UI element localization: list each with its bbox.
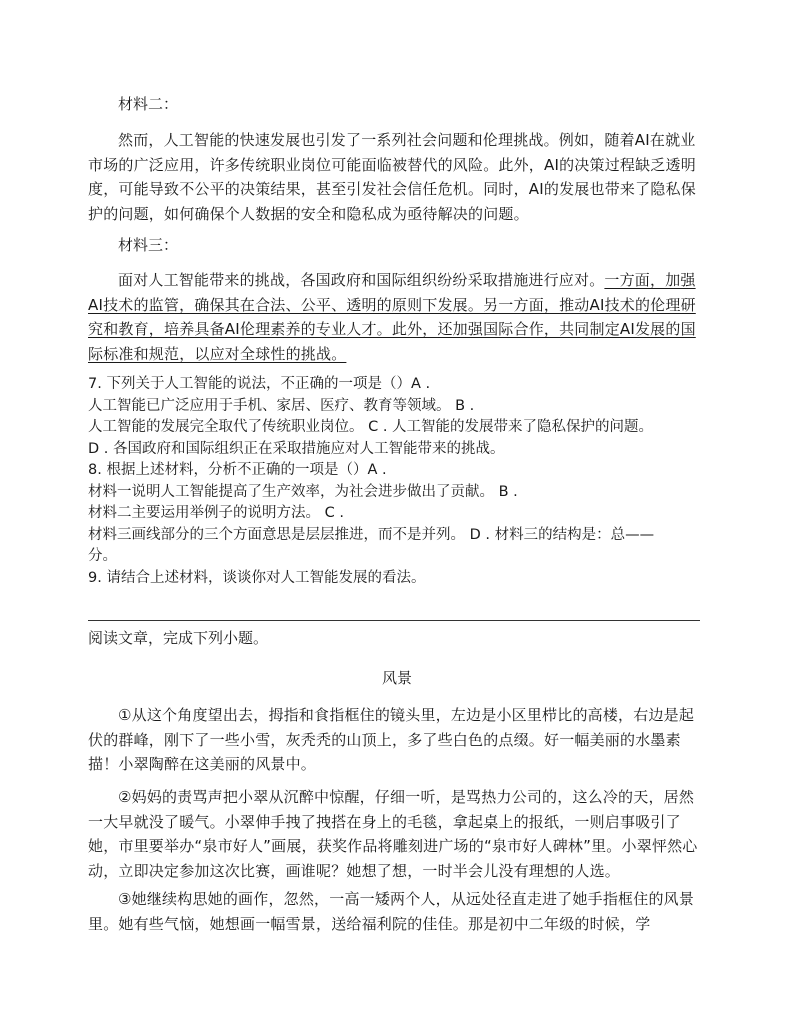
material-3-heading: 材料三： <box>118 236 179 254</box>
article-paragraph-text: ③她继续构思她的画作，忽然，一高一矮两个人，从远处径直走进了她手指框住的风景里。她有些气恼，她想画一幅雪景，送给福利院的佳佳。那是初中二年级的时候，学 <box>88 890 695 933</box>
question-line: 人工智能的发展完全取代了传统职业岗位。 C . 人工智能的发展带来了隐私保护的问题。 <box>88 419 654 435</box>
article-title: 风景 <box>381 669 412 687</box>
article-paragraph-text: ②妈妈的责骂声把小翠从沉醉中惊醒，仔细一听，是骂热力公司的，这么冷的天，居然一大早就没了暖气。小翠伸手拽了拽搭在身上的毛毯，拿起桌上的报纸，一则启事吸引了她，市里要举办“泉市好人”画展，获奖作品将雕刻进广场的“泉市好人碑林”里。小翠怦然心动，立即决定参加这次比赛，画谁呢？她想了想，一时半会儿没有理想的人选。 <box>88 788 698 880</box>
material-2-paragraph: 然而，人工智能的快速发展也引发了一系列社会问题和伦理挑战。例如，随着AI在就业市场的广泛应用，许多传统职业岗位可能面临被替代的风险。此外，AI的决策过程缺乏透明度，可能导致不公平的决策结果，甚至引发社会信任危机。同时，AI的发展也带来了隐私保护的问题，如何确保个人数据的安全和隐私成为亟待解决的问题。 <box>88 131 696 223</box>
question-line: 9. 请结合上述材料，谈谈你对人工智能发展的看法。 <box>88 569 426 586</box>
material-3-body <box>88 268 702 366</box>
article-paragraph-1 <box>88 703 702 777</box>
question-line: 8. 根据上述材料，分析不正确的一项是（）A . <box>88 462 387 478</box>
question-line: 人工智能已广泛应用于手机、家居、医疗、教育等领域。 B . <box>88 397 475 414</box>
question-line: 材料三画线部分的三个方面意思是层层推进，而不是并列。 D . 材料三的结构是：总—— <box>88 526 655 543</box>
material-2-heading: 材料二： <box>118 95 179 113</box>
questions-block <box>88 374 708 589</box>
question-line: 7. 下列关于人工智能的说法，不正确的一项是（）A . <box>88 376 431 392</box>
material-2-body <box>88 128 702 226</box>
section-divider <box>88 620 700 621</box>
material-3-plain-text: 面对人工智能带来的挑战，各国政府和国际组织纷纷采取措施进行应对。 <box>118 271 605 289</box>
question-line: D . 各国政府和国际组织正在采取措施应对人工智能带来的挑战。 <box>88 440 505 457</box>
article-paragraph-3 <box>88 887 702 936</box>
article-paragraph-text: ①从这个角度望出去，拇指和食指框住的镜头里，左边是小区里栉比的高楼，右边是起伏的群峰，刚下了一些小雪，灰秃秃的山顶上，多了些白色的点缀。好一幅美丽的水墨素描！小翠陶醉在这美丽的风景中。 <box>88 706 695 773</box>
material-3-underlined-text: 一方面，加强AI技术的监管，确保其在合法、公平、透明的原则下发展。另一方面，推动AI技术的伦理研究和教育，培养具备AI伦理素养的专业人才。此外，还加强国际合作，共同制定AI发展的国际标准和规范，以应对全球性的挑战。 <box>88 271 696 363</box>
article-paragraph-2 <box>88 785 702 883</box>
question-line: 材料一说明人工智能提高了生产效率，为社会进步做出了贡献。 B . <box>88 483 518 500</box>
question-line: 分。 <box>88 548 117 564</box>
question-line: 材料二主要运用举例子的说明方法。 C . <box>88 505 344 521</box>
reading-intro: 阅读文章，完成下列小题。 <box>88 629 269 647</box>
material-3-paragraph <box>88 268 702 366</box>
